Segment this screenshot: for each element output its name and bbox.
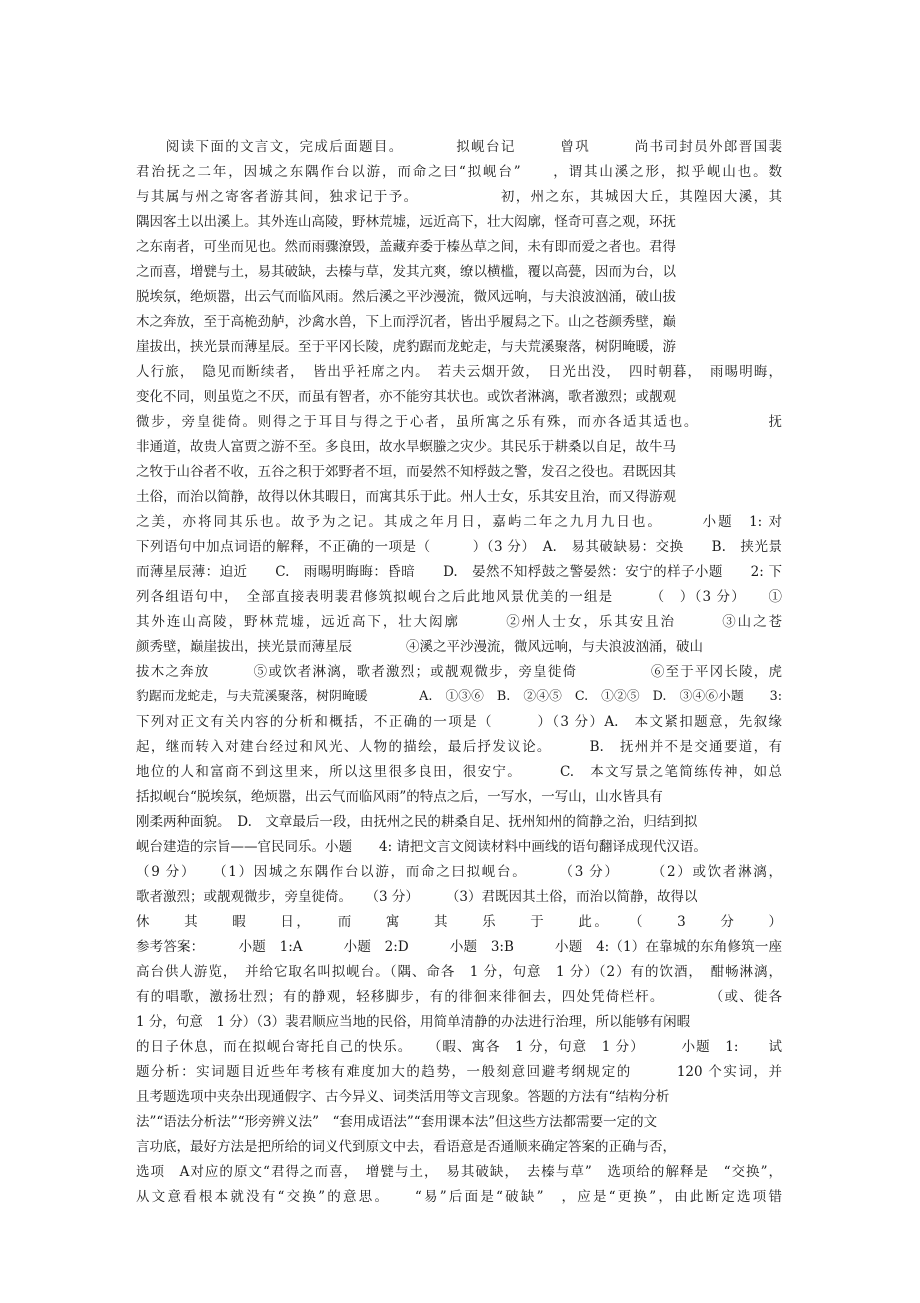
text-line: 颜秀壁，巅崖拔出，挟光景而薄星辰 ④溪之平沙漫流，微风远响，与夫浪波汹涌，破山 [136,639,703,655]
text-line: 从文意看根本就没有“交换”的意思。 “易”后面是“破缺” ，应是“更换”，由此断定选项错 [136,1189,782,1205]
text-line: 法”“语法分析法”“形旁辨义法” “套用成语法”“套用课本法”但这些方法都需要一定的文 [136,1114,658,1130]
text-line: 参考答案： 小题 1:A 小题 2:D 小题 3:B 小题 4:（1）在靠城的东角修筑一座 [136,939,782,955]
text-line: 高台供人游览， 并给它取名叫拟岘台。（隅、命各 1 分，句意 1 分）（2）有的饮酒， 酣畅淋漓， [136,964,782,980]
text-line: 之牧于山谷者不收，五谷之积于郊野者不垣，而晏然不知桴鼓之警，发召之役也。君既因其 [136,464,676,480]
text-line: 隅因客土以出溪上。其外连山高陵，野林荒墟，远近高下，壮大闳廓，怪奇可喜之观，环抚 [136,214,676,230]
text-line: 休 其 暇 日， 而 寓 其 乐 于 此。 （ 3 分 ） [136,914,782,930]
text-line: 木之奔放，至于高桅劲舻，沙禽水兽，下上而浮沉者，皆出乎履舄之下。山之苍颜秀壁，巅 [136,314,676,330]
text-line: 刚柔两种面貌。 D. 文章最后一段，由抚州之民的耕桑自足、抚州知州的简静之治，归结到拟 [136,814,698,830]
text-line: 脱埃氛，绝烦嚣，出云气而临风雨。然后溪之平沙漫流，微风远响，与夫浪波汹涌，破山拔 [136,289,676,305]
text-line: 非通道，故贵人富贾之游不至。多良田，故水旱螟螣之灾少。其民乐于耕桑以自足，故牛马 [136,439,676,455]
text-line: 1 分，句意 1 分）（3）裴君顺应当地的民俗，用简单清静的办法进行治理，所以能够有闲暇 [136,1014,691,1030]
text-line: 下列对正文有关内容的分析和概括，不正确的一项是（ ）（3 分）A. 本文紧扣题意，先叙缘 [136,714,782,730]
text-line: 变化不同，则虽览之不厌，而虽有智者，亦不能穷其状也。或饮者淋漓，歌者激烈；或靓观 [136,389,676,405]
text-line: 地位的人和富商不到这里来，所以这里很多良田，很安宁。 C. 本文写景之笔简练传神，如总 [136,764,782,780]
text-line: 与其属与州之寄客者游其间，独求记于予。 初，州之东，其城因大丘，其隍因大溪，其 [136,189,782,205]
text-line: （9 分） （1）因城之东隅作台以游，而命之曰拟岘台。 （3 分） （2）或饮者淋漓， [136,864,782,880]
text-line: 有的唱歌，激扬壮烈；有的静观，轻移脚步，有的徘徊来徘徊去，四处凭倚栏杆。 （或、徙各 [136,989,782,1005]
text-line: 起，继而转入对建台经过和风光、人物的描绘，最后抒发议论。 B. 抚州并不是交通要道，有 [136,739,782,755]
text-line: 人行旅， 隐见而断续者， 皆出乎衽席之内。 若夫云烟开敛， 日光出没， 四时朝暮， 雨晹明晦， [136,364,782,380]
text-line: 之而喜，增甓与土，易其破缺，去榛与草，发其亢爽，缭以横槛，覆以高甍，因而为台，以 [136,264,676,280]
text-line: 拔木之奔放 ⑤或饮者淋漓，歌者激烈；或靓观微步，旁皇徙倚 ⑥至于平冈长陵，虎 [136,664,782,680]
text-line: 其外连山高陵，野林荒墟，远近高下，壮大闳廓 ②州人士女，乐其安且治 ③山之苍 [136,614,782,630]
text-line: 崖拔出，挟光景而薄星辰。至于平冈长陵，虎豹踞而龙蛇走，与夫荒溪聚落，树阴晻暖，游 [136,339,676,355]
text-line: 题分析：实词题目近些年考核有难度加大的趋势，一般刻意回避考纲规定的 120 个实词，并 [136,1064,782,1080]
text-line: 岘台建造的宗旨——官民同乐。小题 4: 请把文言文阅读材料中画线的语句翻译成现代汉语。 [136,839,707,855]
text-line: 歌者激烈；或靓观微步，旁皇徙倚。 （3 分） （3）君既因其土俗，而治以简静，故得以 [136,889,698,905]
text-line: 且考题选项中夹杂出现通假字、古今异义、词类活用等文言现象。答题的方法有“结构分析 [136,1089,670,1105]
text-line: 之东南者，可坐而见也。然而雨骤潦毁，盖藏弃委于榛丛草之间，未有即而爱之者也。君得 [136,239,676,255]
text-line: 而薄星辰薄：迫近 C. 雨晹明晦晦：昏暗 D. 晏然不知桴鼓之警晏然：安宁的样子小题 2: 下 [136,564,782,580]
text-line: 之美，亦将同其乐也。故予为之记。其成之年月日，嘉屿二年之九月九日也。 小题 1: 对 [136,514,782,530]
text-line: 土俗，而治以简静，故得以休其暇日，而寓其乐于此。州人士女，乐其安且治，而又得游观 [136,489,676,505]
text-line: 豹踞而龙蛇走，与夫荒溪聚落，树阴晻暖 A. ①③⑥ B. ②④⑤ C. ①②⑤ D. ③④⑥小题 3: [136,689,782,704]
text-line: 括拟岘台“脱埃氛，绝烦嚣，出云气而临风雨”的特点之后，一写水，一写山，山水皆具有 [136,789,663,805]
text-line: 选项 A对应的原文“君得之而喜， 增甓与土， 易其破缺， 去榛与草” 选项给的解释是 “交换”， [136,1164,782,1180]
text-line: 君治抚之二年，因城之东隅作台以游，而命之曰“拟岘台” ，谓其山溪之形，拟乎岘山也。数 [136,164,782,180]
text-line: 阅读下面的文言文，完成后面题目。 拟岘台记 曾巩 尚书司封员外郎晋国裴 [136,139,782,155]
text-line: 列各组语句中， 全部直接表明裴君修筑拟岘台之后此地风景优美的一组是 （ ）（3 分） ① [136,589,782,605]
text-line: 的日子休息，而在拟岘台寄托自己的快乐。 （暇、寓各 1 分，句意 1 分） 小题 1: 试 [136,1039,782,1055]
text-line: 言功底，最好方法是把所给的词义代到原文中去，看语意是否通顺来确定答案的正确与否， [136,1139,676,1155]
text-line: 下列语句中加点词语的解释，不正确的一项是（ ）（3 分） A. 易其破缺易：交换 B. 挟光景 [136,539,782,555]
text-line: 微步，旁皇徙倚。则得之于耳目与得之于心者，虽所寓之乐有殊，而亦各适其适也。 抚 [136,414,782,430]
